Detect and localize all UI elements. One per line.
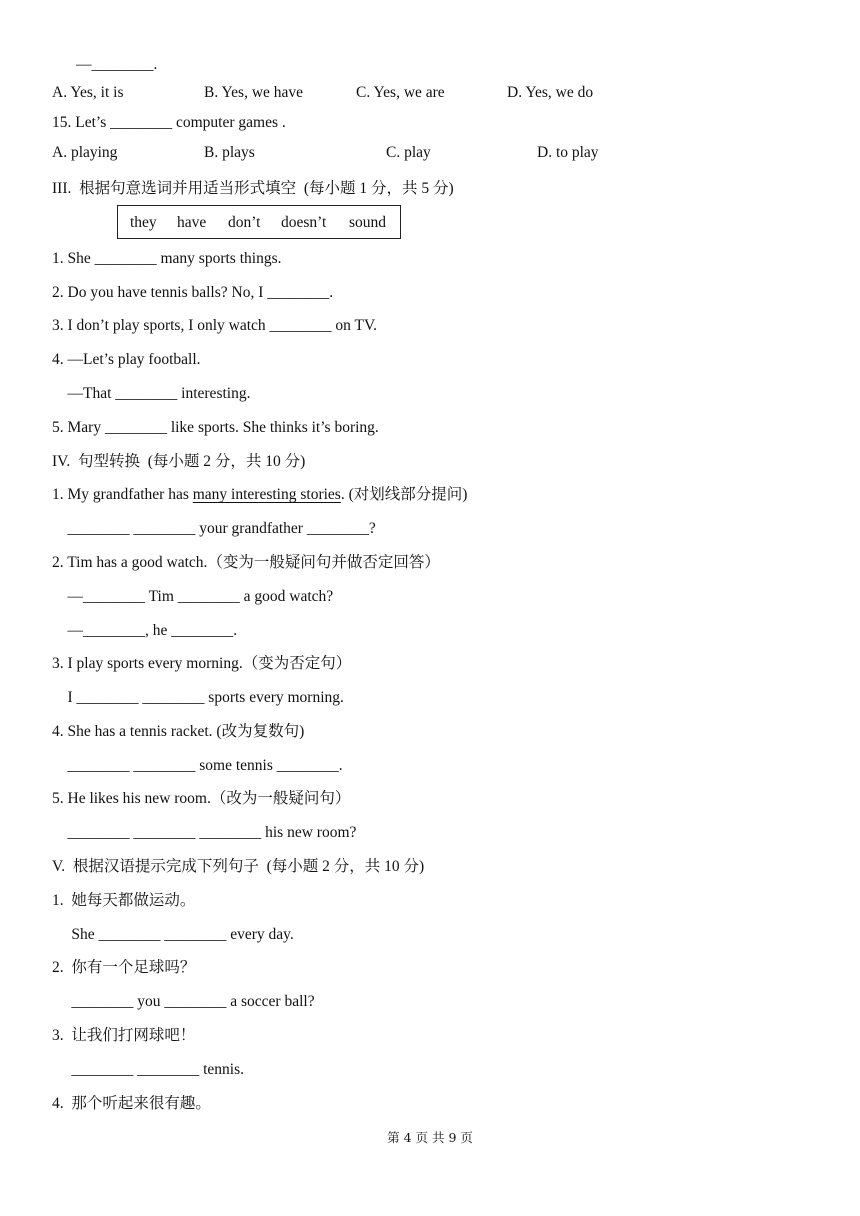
section4-line: ________ ________ your grandfather ________? <box>52 520 376 537</box>
section4-line: —________, he ________. <box>52 622 238 639</box>
q14-option-a: A. Yes, it is <box>52 84 124 101</box>
section4-heading: IV. 句型转换 (每小题 2 分，共 10 分) <box>52 453 306 470</box>
section5-line: She ________ ________ every day. <box>52 926 294 943</box>
section5-line: 1. 她每天都做运动。 <box>52 892 196 909</box>
word-bank-item: sound <box>349 214 387 231</box>
section4-q1-pre: 1. My grandfather has <box>52 486 193 503</box>
q15-option-a: A. playing <box>52 144 118 161</box>
section3-line: 4. —Let’s play football. <box>52 351 201 368</box>
section4-line: —________ Tim ________ a good watch? <box>52 588 334 605</box>
page-number: 第 4 页 共 9 页 <box>387 1130 473 1145</box>
q14-option-d: D. Yes, we do <box>507 84 594 101</box>
word-bank-item: have <box>177 214 207 231</box>
section3-line: —That ________ interesting. <box>52 385 251 402</box>
section5-line: ________ ________ tennis. <box>52 1061 245 1078</box>
section4-line: 4. She has a tennis racket. (改为复数句) <box>52 723 305 740</box>
section5-line: 3. 让我们打网球吧！ <box>52 1027 196 1044</box>
q14-answer-line: —________. <box>76 56 158 73</box>
section4-q1-post: . (对划线部分提问) <box>340 486 468 503</box>
section3-line: 5. Mary ________ like sports. She thinks it’s boring. <box>52 419 379 436</box>
section5-heading: V. 根据汉语提示完成下列句子 (每小题 2 分，共 10 分) <box>52 858 425 875</box>
section4-line: I ________ ________ sports every morning. <box>52 689 344 706</box>
section5-line: 4. 那个听起来很有趣。 <box>52 1095 211 1112</box>
section3-heading: III. 根据句意选词并用适当形式填空 (每小题 1 分，共 5 分) <box>52 180 454 197</box>
q14-option-b: B. Yes, we have <box>204 84 304 101</box>
section3-line: 1. She ________ many sports things. <box>52 250 282 267</box>
word-bank-box <box>117 205 401 239</box>
section3-line: 3. I don’t play sports, I only watch ________ on TV. <box>52 317 378 334</box>
section4-line: 2. Tim has a good watch.（变为一般疑问句并做否定回答） <box>52 554 440 571</box>
q15-option-c: C. play <box>386 144 431 161</box>
q15-stem: 15. Let’s ________ computer games . <box>52 114 286 131</box>
q15-option-b: B. plays <box>204 144 255 161</box>
word-bank-item: don’t <box>228 214 261 231</box>
word-bank-item: they <box>130 214 157 231</box>
section3-line: 2. Do you have tennis balls? No, I ________. <box>52 284 334 301</box>
q15-option-d: D. to play <box>537 144 599 161</box>
section5-line: 2. 你有一个足球吗？ <box>52 959 196 976</box>
section4-q1 <box>52 485 467 505</box>
section5-line: ________ you ________ a soccer ball? <box>52 993 315 1010</box>
section4-line: 5. He likes his new room.（改为一般疑问句） <box>52 790 351 807</box>
word-bank-item: doesn’t <box>281 214 327 231</box>
section4-line: ________ ________ ________ his new room? <box>52 824 357 841</box>
section4-line: ________ ________ some tennis ________. <box>52 757 343 774</box>
underlined-phrase: many interesting stories <box>192 486 341 503</box>
q14-option-c: C. Yes, we are <box>356 84 445 101</box>
section4-line: 3. I play sports every morning.（变为否定句） <box>52 655 352 672</box>
page-footer <box>0 1128 860 1146</box>
